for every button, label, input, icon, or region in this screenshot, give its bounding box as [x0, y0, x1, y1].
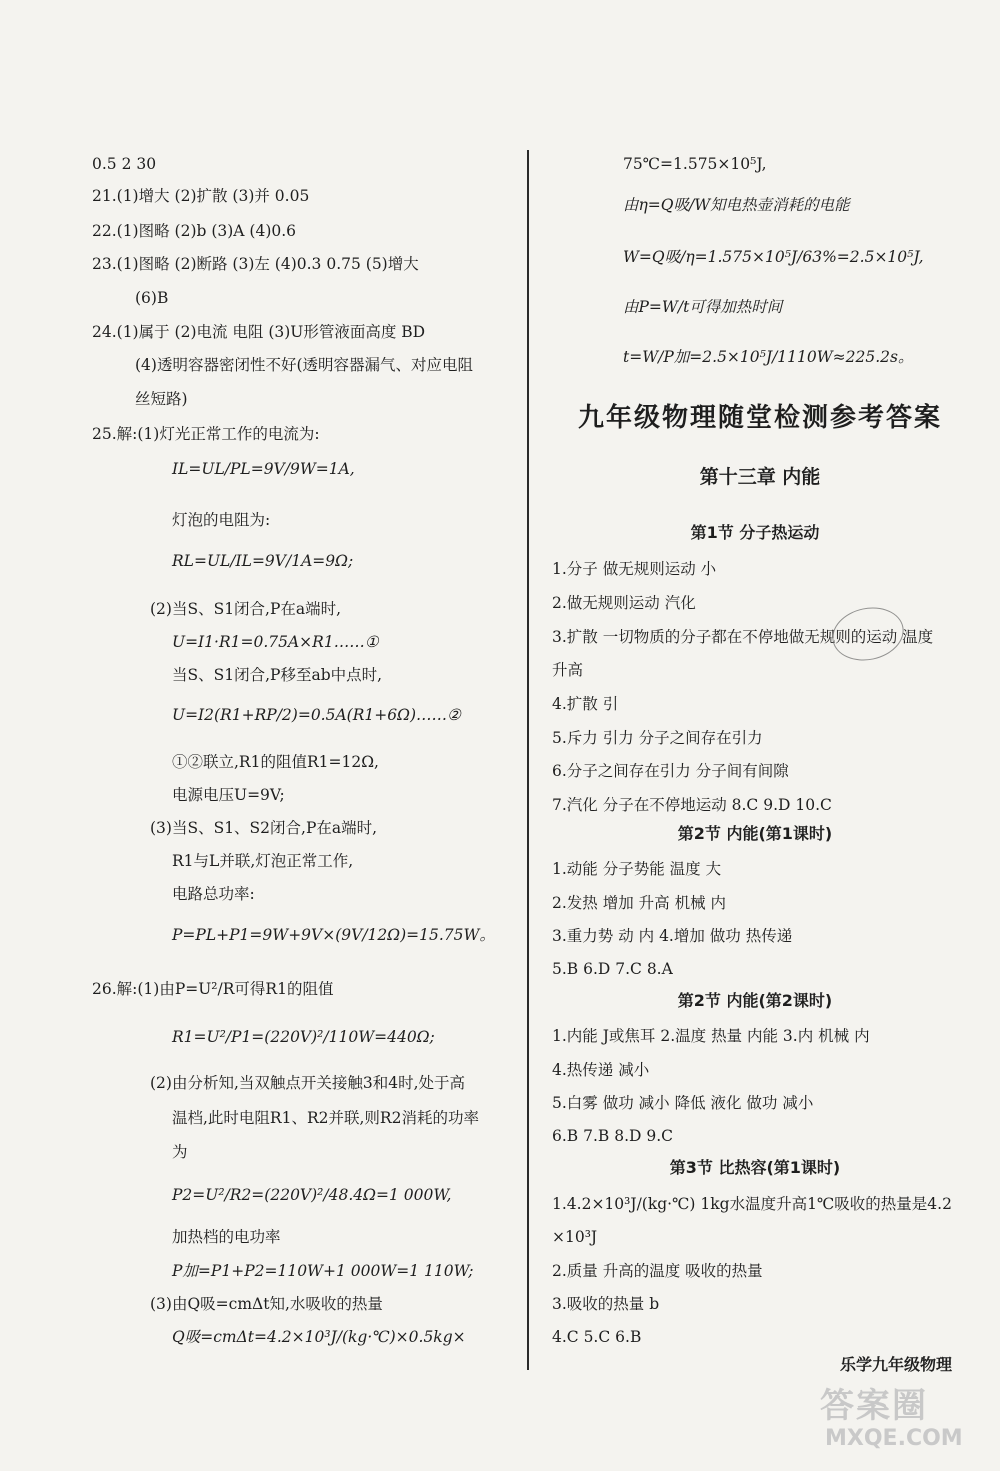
formula-line: IL=UL/PL=9V/9W=1A,	[172, 460, 355, 478]
answer-line: 5.斥力 引力 分子之间存在引力	[552, 729, 763, 747]
answer-line: 4.C 5.C 6.B	[552, 1328, 642, 1346]
answer-line: 1.分子 做无规则运动 小	[552, 560, 717, 578]
answer-line: ①②联立,R1的阻值R1=12Ω,	[172, 753, 379, 771]
answer-line: ×10³J	[552, 1228, 598, 1246]
answer-line: 22.(1)图略 (2)b (3)A (4)0.6	[92, 222, 297, 240]
answer-line: 7.汽化 分子在不停地运动 8.C 9.D 10.C	[552, 796, 832, 814]
answer-line: 2.质量 升高的温度 吸收的热量	[552, 1262, 763, 1280]
page-footer: 乐学九年级物理	[840, 1355, 953, 1374]
formula-line: U=I1·R1=0.75A×R1……①	[172, 633, 379, 651]
answer-line: 3.重力势 动 内 4.增加 做功 热传递	[552, 927, 793, 945]
answer-line: 75℃=1.575×10⁵J,	[623, 155, 767, 173]
answer-line: (3)当S、S1、S2闭合,P在a端时,	[150, 819, 378, 837]
answer-line: 1.4.2×10³J/(kg·℃) 1kg水温度升高1℃吸收的热量是4.2	[552, 1195, 952, 1213]
answer-line: 1.动能 分子势能 温度 大	[552, 860, 722, 878]
answer-line: 24.(1)属于 (2)电流 电阻 (3)U形管液面高度 BD	[92, 323, 426, 341]
section-heading: 第2节 内能(第1课时)	[677, 824, 833, 843]
formula-line: Q吸=cmΔt=4.2×10³J/(kg·℃)×0.5kg×	[172, 1328, 466, 1346]
answer-line: 21.(1)增大 (2)扩散 (3)并 0.05	[92, 187, 310, 205]
page-title: 九年级物理随堂检测参考答案	[577, 403, 942, 433]
answer-line: 3.吸收的热量 b	[552, 1295, 660, 1313]
answer-line: (6)B	[135, 289, 169, 307]
formula-line: 由η=Q吸/W知电热壶消耗的电能	[623, 196, 850, 214]
formula-line: P加=P1+P2=110W+1 000W=1 110W;	[172, 1262, 474, 1280]
answer-line: 升高	[552, 661, 584, 679]
formula-line: 由P=W/t可得加热时间	[623, 298, 783, 316]
watermark-logo: 答案圈	[820, 1386, 928, 1426]
answer-line: 0.5 2 30	[92, 155, 157, 173]
answer-line: 灯泡的电阻为:	[172, 511, 271, 529]
answer-line: 4.热传递 减小	[552, 1061, 650, 1079]
answer-line: 1.内能 J或焦耳 2.温度 热量 内能 3.内 机械 内	[552, 1027, 870, 1045]
answer-line: 丝短路)	[135, 390, 188, 408]
answer-line: (2)当S、S1闭合,P在a端时,	[150, 600, 342, 618]
answer-line: 为	[172, 1143, 188, 1161]
answer-line: (4)透明容器密闭性不好(透明容器漏气、对应电阻	[135, 356, 474, 374]
answer-line: 电源电压U=9V;	[172, 786, 285, 804]
section-heading: 第2节 内能(第2课时)	[677, 991, 833, 1010]
answer-line: 6.分子之间存在引力 分子间有间隙	[552, 762, 789, 780]
answer-line: 6.B 7.B 8.D 9.C	[552, 1127, 674, 1145]
answer-line: 加热档的电功率	[172, 1228, 281, 1246]
formula-line: W=Q吸/η=1.575×10⁵J/63%=2.5×10⁵J,	[623, 248, 924, 266]
answer-line: 26.解:(1)由P=U²/R可得R1的阻值	[92, 980, 334, 998]
answer-line: 5.白雾 做功 减小 降低 液化 做功 减小	[552, 1094, 814, 1112]
answer-line: 2.做无规则运动 汽化	[552, 594, 696, 612]
section-heading: 第3节 比热容(第1课时)	[669, 1158, 841, 1177]
answer-line: 温档,此时电阻R1、R2并联,则R2消耗的功率	[172, 1109, 479, 1127]
answer-line: 25.解:(1)灯光正常工作的电流为:	[92, 425, 320, 443]
answer-line: 2.发热 增加 升高 机械 内	[552, 894, 726, 912]
formula-line: P=PL+P1=9W+9V×(9V/12Ω)=15.75W。	[172, 926, 495, 944]
answer-line: 3.扩散 一切物质的分子都在不停地做无规则的运动 温度	[552, 628, 934, 646]
answer-line: 4.扩散 引	[552, 695, 619, 713]
formula-line: U=I2(R1+RP/2)=0.5A(R1+6Ω)……②	[172, 706, 461, 724]
answer-line: 当S、S1闭合,P移至ab中点时,	[172, 666, 383, 684]
section-heading: 第1节 分子热运动	[690, 523, 820, 542]
column-divider	[527, 150, 529, 1370]
formula-line: t=W/P加=2.5×10⁵J/1110W≈225.2s。	[623, 348, 914, 366]
answer-line: 5.B 6.D 7.C 8.A	[552, 960, 673, 978]
answer-line: 23.(1)图略 (2)断路 (3)左 (4)0.3 0.75 (5)增大	[92, 255, 419, 273]
answer-line: 电路总功率:	[172, 885, 255, 903]
stamp-mark	[827, 601, 908, 667]
formula-line: R1=U²/P1=(220V)²/110W=440Ω;	[172, 1028, 435, 1046]
answer-line: R1与L并联,灯泡正常工作,	[172, 852, 354, 870]
chapter-heading: 第十三章 内能	[699, 466, 821, 488]
watermark-url: MXQE.COM	[825, 1426, 963, 1451]
answer-line: (3)由Q吸=cmΔt知,水吸收的热量	[150, 1295, 383, 1313]
formula-line: RL=UL/IL=9V/1A=9Ω;	[172, 552, 354, 570]
answer-line: (2)由分析知,当双触点开关接触3和4时,处于高	[150, 1074, 466, 1092]
formula-line: P2=U²/R2=(220V)²/48.4Ω=1 000W,	[172, 1186, 452, 1204]
